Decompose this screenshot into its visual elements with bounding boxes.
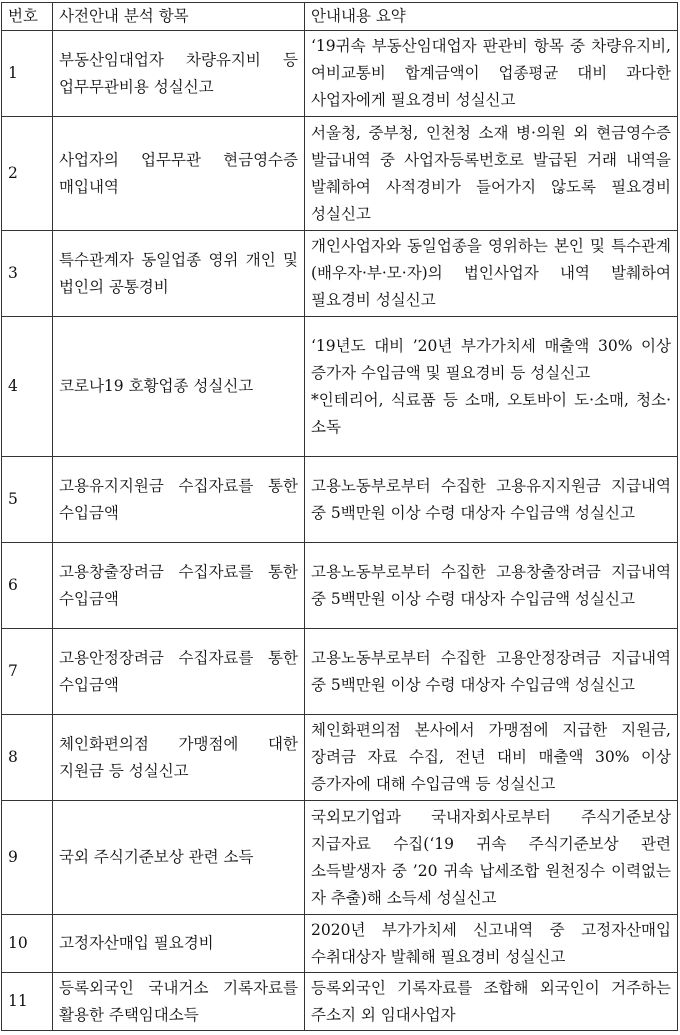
table-row [2,801,678,915]
row-item: 사업자의 업무무관 현금영수증 매입내역 [53,117,305,231]
table-header-row [2,3,678,31]
row-item: 부동산임대업자 차량유지비 등 업무무관비용 성실신고 [53,31,305,117]
row-summary: 국외모기업과 국내자회사로부터 주식기준보상 지급자료 수집(‘19 귀속 주식기준보상 관련 소득발생자 중 ’20 귀속 납세조합 원천징수 이력없는 자 추출)해 소득세 성실신고 [305,801,678,915]
row-number: 1 [2,31,53,117]
row-number: 11 [2,973,53,1031]
row-summary: 2020년 부가가치세 신고내역 중 고정자산매입 수취대상자 발췌해 필요경비 성실신고 [305,915,678,973]
row-number: 6 [2,543,53,629]
row-item: 국외 주식기준보상 관련 소득 [53,801,305,915]
row-summary: 고용노동부로부터 수집한 고용창출장려금 지급내역 중 5백만원 이상 수령 대상자 수입금액 성실신고 [305,543,678,629]
table-row [2,973,678,1031]
row-summary: 체인화편의점 본사에서 가맹점에 지급한 지원금, 장려금 자료 수집, 전년 대비 매출액 30% 이상 증가자에 대해 수입금액 등 성실신고 [305,715,678,801]
guide-table [1,2,678,1031]
header-no: 번호 [2,3,53,31]
row-summary-text: ‘19년도 대비 ’20년 부가가치세 매출액 30% 이상 증가자 수입금액 및 필요경비 등 성실신고 [311,336,671,382]
row-item: 고용창출장려금 수집자료를 통한 수입금액 [53,543,305,629]
table-row [2,629,678,715]
row-summary: ‘19귀속 부동산임대업자 판관비 항목 중 차량유지비, 여비교통비 합계금액이 업종평균 대비 과다한 사업자에게 필요경비 성실신고 [305,31,678,117]
table-row [2,231,678,317]
table-row [2,543,678,629]
row-item: 등록외국인 국내거소 기록자료를 활용한 주택임대소득 [53,973,305,1031]
table-row [2,915,678,973]
row-number: 8 [2,715,53,801]
row-summary: 고용노동부로부터 수집한 고용유지지원금 지급내역 중 5백만원 이상 수령 대상자 수입금액 성실신고 [305,457,678,543]
table-row [2,317,678,457]
row-item: 고용안정장려금 수집자료를 통한 수입금액 [53,629,305,715]
row-item: 고용유지지원금 수집자료를 통한 수입금액 [53,457,305,543]
row-summary [305,317,678,457]
row-summary: 고용노동부로부터 수집한 고용안정장려금 지급내역 중 5백만원 이상 수령 대상자 수입금액 성실신고 [305,629,678,715]
row-number: 2 [2,117,53,231]
row-number: 5 [2,457,53,543]
row-number: 10 [2,915,53,973]
row-summary: 서울청, 중부청, 인천청 소재 병·의원 외 현금영수증 발급내역 중 사업자등록번호로 발급된 거래 내역을 발췌하여 사적경비가 들어가지 않도록 필요경비 성실신고 [305,117,678,231]
row-summary-note: *인테리어, 식료품 등 소매, 오토바이 도·소매, 청소·소독 [311,390,671,436]
row-summary: 등록외국인 기록자료를 조합해 외국인이 거주하는 주소지 외 임대사업자 [305,973,678,1031]
table-row [2,715,678,801]
header-summary: 안내내용 요약 [305,3,678,31]
table-row [2,457,678,543]
header-item: 사전안내 분석 항목 [53,3,305,31]
row-item: 코로나19 호황업종 성실신고 [53,317,305,457]
row-summary: 개인사업자와 동일업종을 영위하는 본인 및 특수관계(배우자·부·모·자)의 법인사업자 내역 발췌하여 필요경비 성실신고 [305,231,678,317]
row-item: 체인화편의점 가맹점에 대한 지원금 등 성실신고 [53,715,305,801]
row-item: 특수관계자 동일업종 영위 개인 및 법인의 공통경비 [53,231,305,317]
row-number: 4 [2,317,53,457]
row-number: 7 [2,629,53,715]
table-row [2,31,678,117]
row-number: 3 [2,231,53,317]
row-item: 고정자산매입 필요경비 [53,915,305,973]
table-row [2,117,678,231]
row-number: 9 [2,801,53,915]
